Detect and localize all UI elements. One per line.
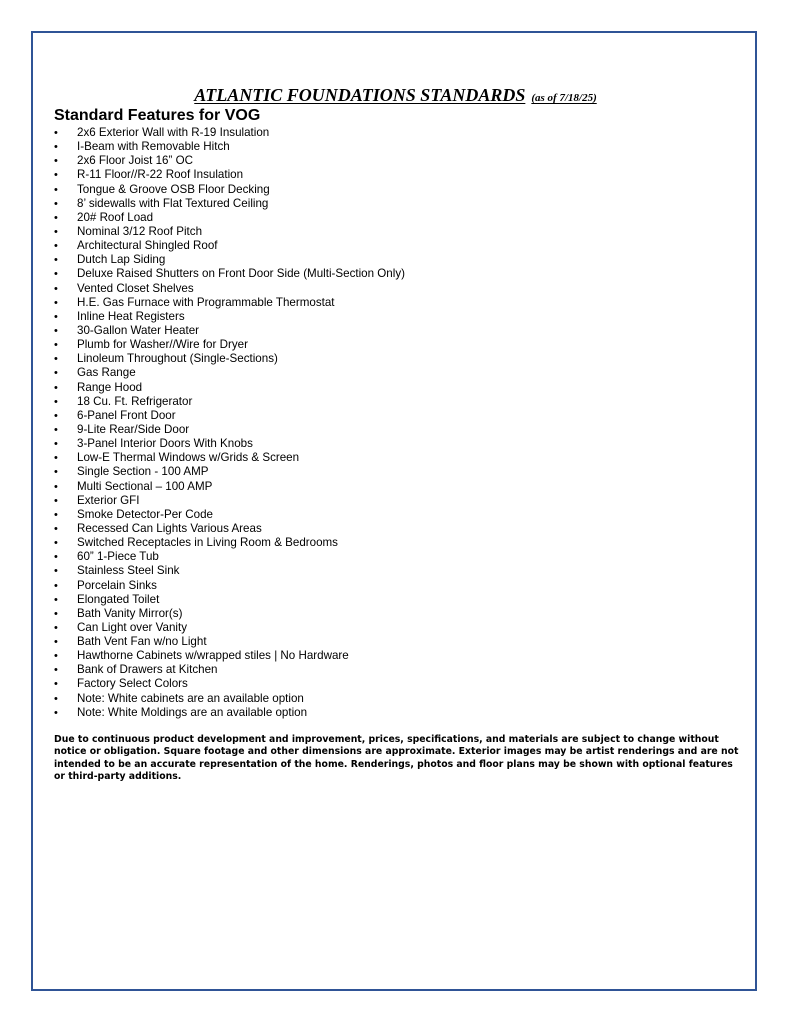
bullet-icon: •: [54, 579, 58, 592]
feature-item: [54, 183, 405, 197]
feature-label: Single Section - 100 AMP: [77, 465, 209, 479]
bullet-icon: •: [54, 636, 58, 649]
feature-label: 18 Cu. Ft. Refrigerator: [77, 394, 193, 408]
bullet-icon: •: [54, 141, 58, 154]
feature-item: [54, 649, 405, 663]
feature-label: Deluxe Raised Shutters on Front Door Side (Multi-Section Only): [77, 267, 405, 281]
bullet-icon: •: [54, 225, 58, 238]
bullet-icon: •: [54, 395, 58, 408]
feature-item: [54, 197, 405, 211]
bullet-icon: •: [54, 353, 58, 366]
feature-item: [54, 677, 405, 691]
bullet-icon: •: [54, 706, 58, 719]
feature-item: [54, 267, 405, 281]
feature-label: 8’ sidewalls with Flat Textured Ceiling: [77, 196, 269, 210]
bullet-icon: •: [54, 565, 58, 578]
feature-item: [54, 437, 405, 451]
feature-label: Bath Vent Fan w/no Light: [77, 635, 207, 649]
feature-item: [54, 409, 405, 423]
feature-label: Dutch Lap Siding: [77, 253, 166, 267]
bullet-icon: •: [54, 296, 58, 309]
bullet-icon: •: [54, 494, 58, 507]
feature-label: 9-Lite Rear/Side Door: [77, 422, 190, 436]
bullet-icon: •: [54, 367, 58, 380]
bullet-icon: •: [54, 537, 58, 550]
feature-label: Range Hood: [77, 380, 143, 394]
feature-item: [54, 253, 405, 267]
bullet-icon: •: [54, 522, 58, 535]
feature-label: 6-Panel Front Door: [77, 408, 176, 422]
feature-label: Can Light over Vanity: [77, 620, 187, 634]
bullet-icon: •: [54, 197, 58, 210]
feature-label: Multi Sectional – 100 AMP: [77, 479, 213, 493]
bullet-icon: •: [54, 409, 58, 422]
feature-item: [54, 395, 405, 409]
feature-item: [54, 465, 405, 479]
feature-label: Factory Select Colors: [77, 677, 188, 691]
bullet-icon: •: [54, 183, 58, 196]
feature-item: [54, 239, 405, 253]
bullet-icon: •: [54, 551, 58, 564]
feature-label: 20# Roof Load: [77, 210, 154, 224]
feature-item: [54, 154, 405, 168]
feature-label: Low-E Thermal Windows w/Grids & Screen: [77, 451, 300, 465]
feature-label: Porcelain Sinks: [77, 578, 157, 592]
feature-item: [54, 663, 405, 677]
bullet-icon: •: [54, 254, 58, 267]
feature-item: [54, 381, 405, 395]
feature-label: I-Beam with Removable Hitch: [77, 140, 230, 154]
feature-label: Smoke Detector-Per Code: [77, 507, 213, 521]
feature-item: [54, 593, 405, 607]
feature-label: Note: White cabinets are an available option: [77, 691, 304, 705]
feature-item: [54, 564, 405, 578]
feature-item: [54, 211, 405, 225]
bullet-icon: •: [54, 268, 58, 281]
feature-label: 2x6 Exterior Wall with R-19 Insulation: [77, 126, 270, 139]
bullet-icon: •: [54, 621, 58, 634]
bullet-icon: •: [54, 127, 58, 139]
feature-label: Inline Heat Registers: [77, 309, 185, 323]
feature-item: [54, 140, 405, 154]
bullet-icon: •: [54, 593, 58, 606]
bullet-icon: •: [54, 381, 58, 394]
bullet-icon: •: [54, 211, 58, 224]
feature-item: [54, 579, 405, 593]
bullet-icon: •: [54, 664, 58, 677]
feature-item: [54, 706, 405, 720]
feature-item: [54, 692, 405, 706]
feature-item: [54, 423, 405, 437]
feature-label: Linoleum Throughout (Single-Sections): [77, 352, 278, 366]
document-title-main: ATLANTIC FOUNDATIONS STANDARDS: [194, 85, 526, 105]
bullet-icon: •: [54, 310, 58, 323]
bullet-icon: •: [54, 466, 58, 479]
feature-label: 2x6 Floor Joist 16” OC: [77, 154, 193, 168]
feature-item: [54, 508, 405, 522]
feature-item: [54, 607, 405, 621]
bullet-icon: •: [54, 240, 58, 253]
feature-item: [54, 621, 405, 635]
feature-label: Switched Receptacles in Living Room & Bedrooms: [77, 536, 338, 550]
feature-item: [54, 366, 405, 380]
bullet-icon: •: [54, 508, 58, 521]
feature-item: [54, 338, 405, 352]
feature-label: 3-Panel Interior Doors With Knobs: [77, 437, 253, 451]
bullet-icon: •: [54, 607, 58, 620]
feature-item: [54, 550, 405, 564]
document-title: [0, 72, 791, 109]
feature-label: Vented Closet Shelves: [77, 281, 194, 295]
disclaimer-text: Due to continuous product development and improvement, prices, specifications, and materials are subject to change without notice or obligation. Square footage and other dimensions are approximate. Exterior images may be artist renderings and are not intended to be an accurate representation of the home. Renderings, photos and floor plans may be shown with optional features or third-party additions.: [54, 734, 739, 782]
feature-label: Nominal 3/12 Roof Pitch: [77, 224, 203, 238]
section-heading: Standard Features for VOG: [54, 107, 261, 124]
feature-item: [54, 296, 405, 310]
bullet-icon: •: [54, 423, 58, 436]
feature-label: 30-Gallon Water Heater: [77, 323, 200, 337]
feature-item: [54, 451, 405, 465]
bullet-icon: •: [54, 452, 58, 465]
feature-item: [54, 324, 405, 338]
bullet-icon: •: [54, 339, 58, 352]
feature-item: [54, 310, 405, 324]
bullet-icon: •: [54, 169, 58, 182]
bullet-icon: •: [54, 324, 58, 337]
feature-item: [54, 225, 405, 239]
feature-label: Note: White Moldings are an available option: [77, 705, 308, 719]
feature-item: [54, 282, 405, 296]
document-title-date: (as of 7/18/25): [531, 92, 597, 104]
feature-list: [54, 126, 405, 720]
bullet-icon: •: [54, 282, 58, 295]
bullet-icon: •: [54, 438, 58, 451]
bullet-icon: •: [54, 155, 58, 168]
feature-label: Architectural Shingled Roof: [77, 239, 218, 253]
feature-item: [54, 480, 405, 494]
feature-item: [54, 522, 405, 536]
bullet-icon: •: [54, 480, 58, 493]
feature-label: H.E. Gas Furnace with Programmable Thermostat: [77, 295, 335, 309]
feature-label: Elongated Toilet: [77, 592, 160, 606]
feature-label: Recessed Can Lights Various Areas: [77, 521, 262, 535]
feature-label: Hawthorne Cabinets w/wrapped stiles | No Hardware: [77, 649, 349, 663]
feature-label: Plumb for Washer//Wire for Dryer: [77, 338, 248, 352]
feature-item: [54, 168, 405, 182]
bullet-icon: •: [54, 692, 58, 705]
feature-label: Tongue & Groove OSB Floor Decking: [77, 182, 270, 196]
feature-label: Bank of Drawers at Kitchen: [77, 663, 218, 677]
feature-label: R-11 Floor//R-22 Roof Insulation: [77, 168, 244, 182]
bullet-icon: •: [54, 650, 58, 663]
feature-label: Exterior GFI: [77, 493, 140, 507]
feature-item: [54, 126, 405, 140]
feature-item: [54, 352, 405, 366]
feature-label: 60” 1-Piece Tub: [77, 550, 159, 564]
bullet-icon: •: [54, 678, 58, 691]
feature-label: Gas Range: [77, 366, 136, 380]
feature-label: Stainless Steel Sink: [77, 564, 180, 578]
feature-item: [54, 494, 405, 508]
feature-item: [54, 635, 405, 649]
feature-label: Bath Vanity Mirror(s): [77, 606, 183, 620]
feature-item: [54, 536, 405, 550]
